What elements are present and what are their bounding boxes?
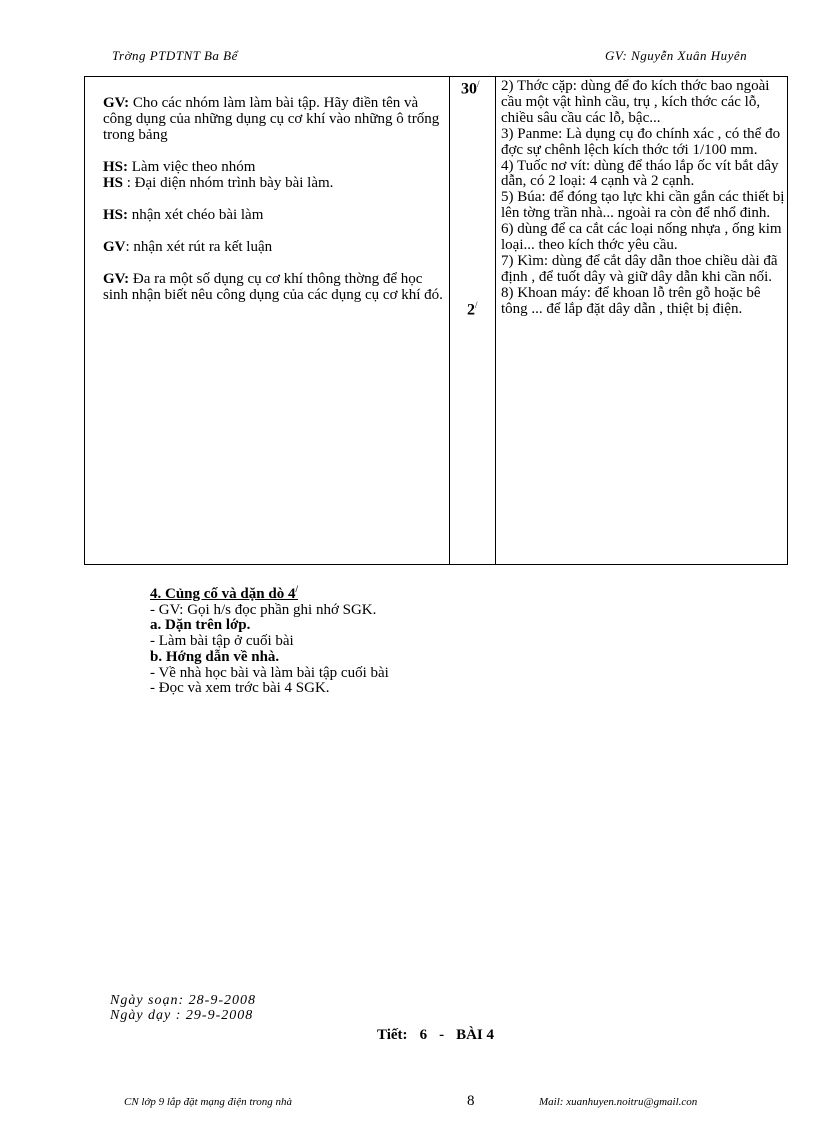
tool-item: 8) Khoan máy: để khoan lỗ trên gỗ hoặc bê tông ... để lắp đặt dây dẫn , thiệt bị điện. — [501, 284, 761, 317]
consolidation-line: - GV: Gọi h/s đọc phần ghi nhớ SGK. — [150, 601, 377, 618]
home-guidance-line-1: - Về nhà học bài và làm bài tập cuối bài — [150, 664, 389, 681]
tool-item: 3) Panme: Là dụng cụ đo chính xác , có thể đo đợc sự chênh lệch kích thớc tới 1/100 mm. — [501, 125, 781, 158]
date-taught: Ngày dạy : 29-9-2008 — [110, 1008, 254, 1023]
column-divider-2 — [495, 77, 496, 564]
activity-hs-review: HS: nhận xét chéo bài làm — [103, 207, 264, 223]
footer-subject: CN lớp 9 lắp đặt mạng điện trong nhà — [124, 1096, 293, 1108]
activity-gv-assign: GV: Cho các nhóm làm làm bài tập. Hãy điền tên và công dụng của những dụng cụ cơ khí vào những ô trống trong bảng — [103, 95, 440, 143]
activity-hs-work: HS: Làm việc theo nhóm — [103, 159, 256, 175]
tiet-number: 6 — [419, 1027, 428, 1043]
home-guidance-line-2: - Đọc và xem trớc bài 4 SGK. — [150, 680, 330, 697]
column-divider-1 — [449, 77, 450, 564]
consolidation-heading: 4. Củng cố và dặn dò 4/ — [150, 584, 298, 602]
activity-gv-tools: GV: Đa ra một số dụng cụ cơ khí thông thờng để học sinh nhận biết nêu công dụng của các dụng cụ cơ khí đó. — [103, 271, 443, 303]
footer-mail: Mail: xuanhuyen.noitru@gmail.con — [539, 1096, 698, 1108]
tool-item: 6) dùng để ca cắt các loại nống nhựa , ống kim loại... theo kích thớc yêu cầu. — [501, 221, 782, 254]
content-column — [501, 79, 785, 318]
bai-title: BÀI 4 — [456, 1027, 494, 1043]
activity-hs-present: HS : Đại diện nhóm trình bày bài làm. — [103, 175, 334, 191]
lesson-table — [84, 76, 788, 565]
time-30: 30/ — [461, 79, 480, 98]
home-guidance-heading: b. Hớng dẫn về nhà. — [150, 648, 280, 665]
tiet-label: Tiết: — [377, 1027, 408, 1043]
tool-item: 5) Búa: để đóng tạo lực khi cần gắn các thiết bị lên tờng trần nhà... ngoài ra còn để nhổ đinh. — [501, 189, 785, 222]
tool-item: 7) Kìm: dùng để cắt dây dẫn thoe chiều dài đã định , để tuốt dây và giữ dây dẫn khi cần nối. — [501, 252, 778, 285]
tool-item: 4) Tuốc nơ vít: dùng để tháo lắp ốc vít bắt dây dẫn, có 2 loại: 4 cạnh và 2 cạnh. — [501, 157, 779, 190]
tool-item: 2) Thớc cặp: dùng để đo kích thớc bao ngoài cầu một vật hình cầu, trụ , kích thớc các lỗ, chiều sâu cầu các lỗ, bậc... — [501, 78, 770, 126]
activity-gv-conclude: GV: nhận xét rút ra kết luận — [103, 239, 273, 255]
page-number: 8 — [467, 1093, 475, 1109]
date-prepared: Ngày soạn: 28-9-2008 — [110, 993, 256, 1008]
header-teacher: GV: Nguyễn Xuân Huyên — [605, 48, 748, 63]
class-homework-line: - Làm bài tập ở cuối bài — [150, 633, 294, 650]
time-2: 2/ — [467, 300, 478, 319]
header-school: Trờng PTDTNT Ba Bể — [112, 48, 238, 63]
tiet-separator: - — [439, 1027, 445, 1043]
consolidation-section — [150, 582, 389, 697]
class-homework-heading: a. Dặn trên lớp. — [150, 617, 251, 634]
lesson-dates — [110, 993, 256, 1023]
lesson-title — [377, 1027, 506, 1044]
activities-column — [103, 95, 448, 319]
